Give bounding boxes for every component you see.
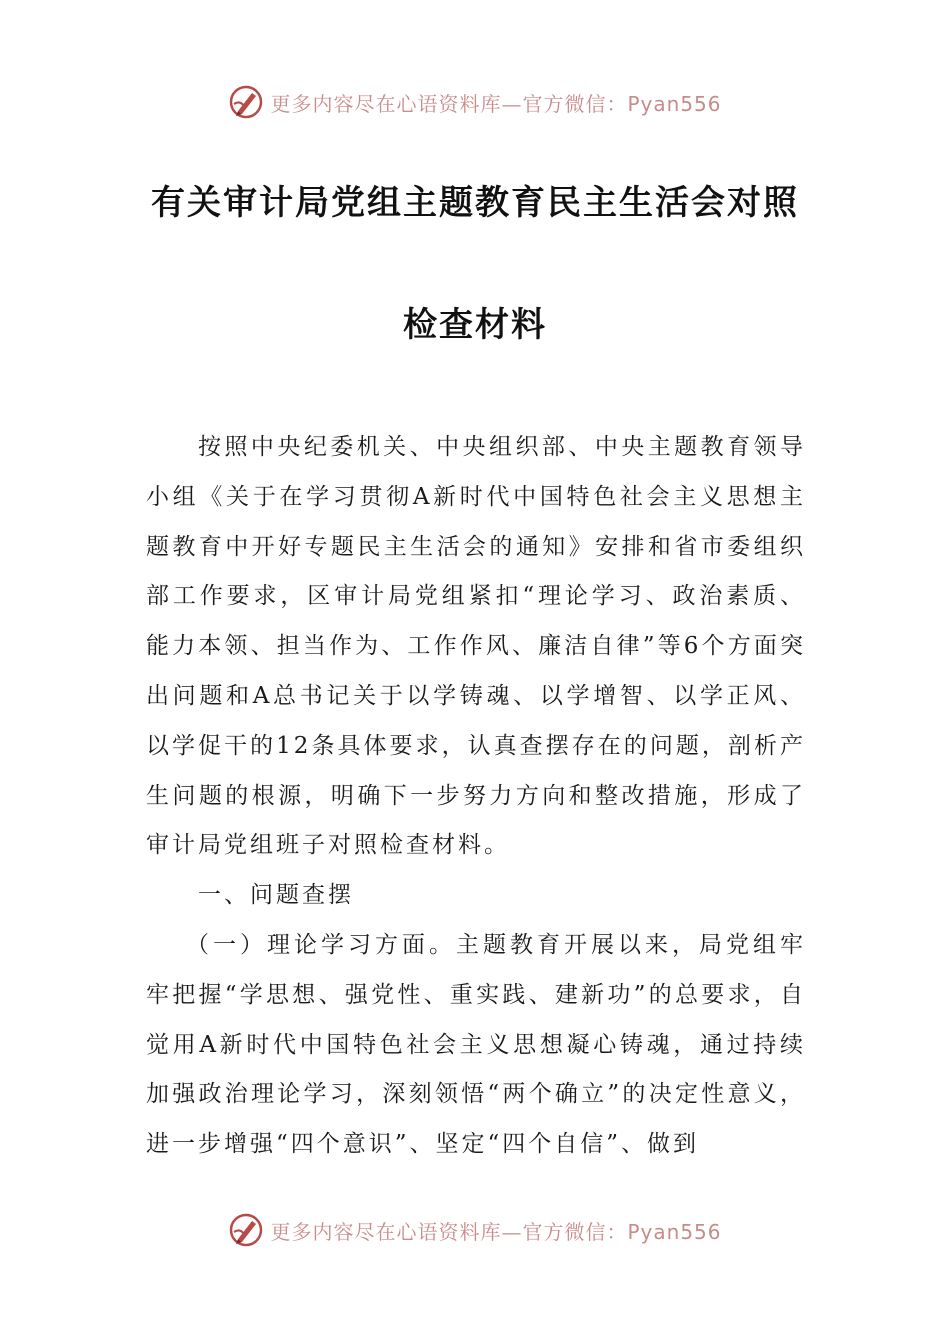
pen-logo-icon — [228, 84, 264, 120]
watermark-text: 更多内容尽在心语资料库—官方微信：Pyan556 — [270, 91, 722, 116]
document-body — [146, 423, 806, 1170]
document-title-line2: 检查材料 — [403, 305, 547, 345]
watermark-text: 更多内容尽在心语资料库—官方微信：Pyan556 — [270, 1219, 722, 1244]
header-watermark — [0, 80, 950, 124]
wechat-id: Pyan556 — [627, 91, 722, 116]
pen-logo-icon — [228, 1212, 264, 1248]
document-title-line1: 有关审计局党组主题教育民主生活会对照 — [151, 183, 799, 223]
footer-watermark — [0, 1208, 950, 1252]
intro-paragraph: 按照中央纪委机关、中央组织部、中央主题教育领导小组《关于在学习贯彻A新时代中国特色社会主义思想主题教育中开好专题民主生活会的通知》安排和省市委组织部工作要求，区审计局党组紧扣“理论学习、政治素质、能力本领、担当作为、工作作风、廉洁自律”等6个方面突出问题和A总书记关于以学铸魂、以学增智、以学正风、以学促干的12条具体要求，认真查摆存在的问题，剖析产生问题的根源，明确下一步努力方向和整改措施，形成了审计局党组班子对照检查材料。 — [146, 434, 806, 859]
section-heading: 一、问题查摆 — [198, 882, 354, 909]
wechat-id: Pyan556 — [627, 1219, 722, 1244]
subsection-paragraph: （一）理论学习方面。主题教育开展以来，局党组牢牢把握“学思想、强党性、重实践、建新功”的总要求，自觉用A新时代中国特色社会主义思想凝心铸魂，通过持续加强政治理论学习，深刻领悟“两个确立”的决定性意义，进一步增强“四个意识”、坚定“四个自信”、做到 — [146, 931, 806, 1158]
